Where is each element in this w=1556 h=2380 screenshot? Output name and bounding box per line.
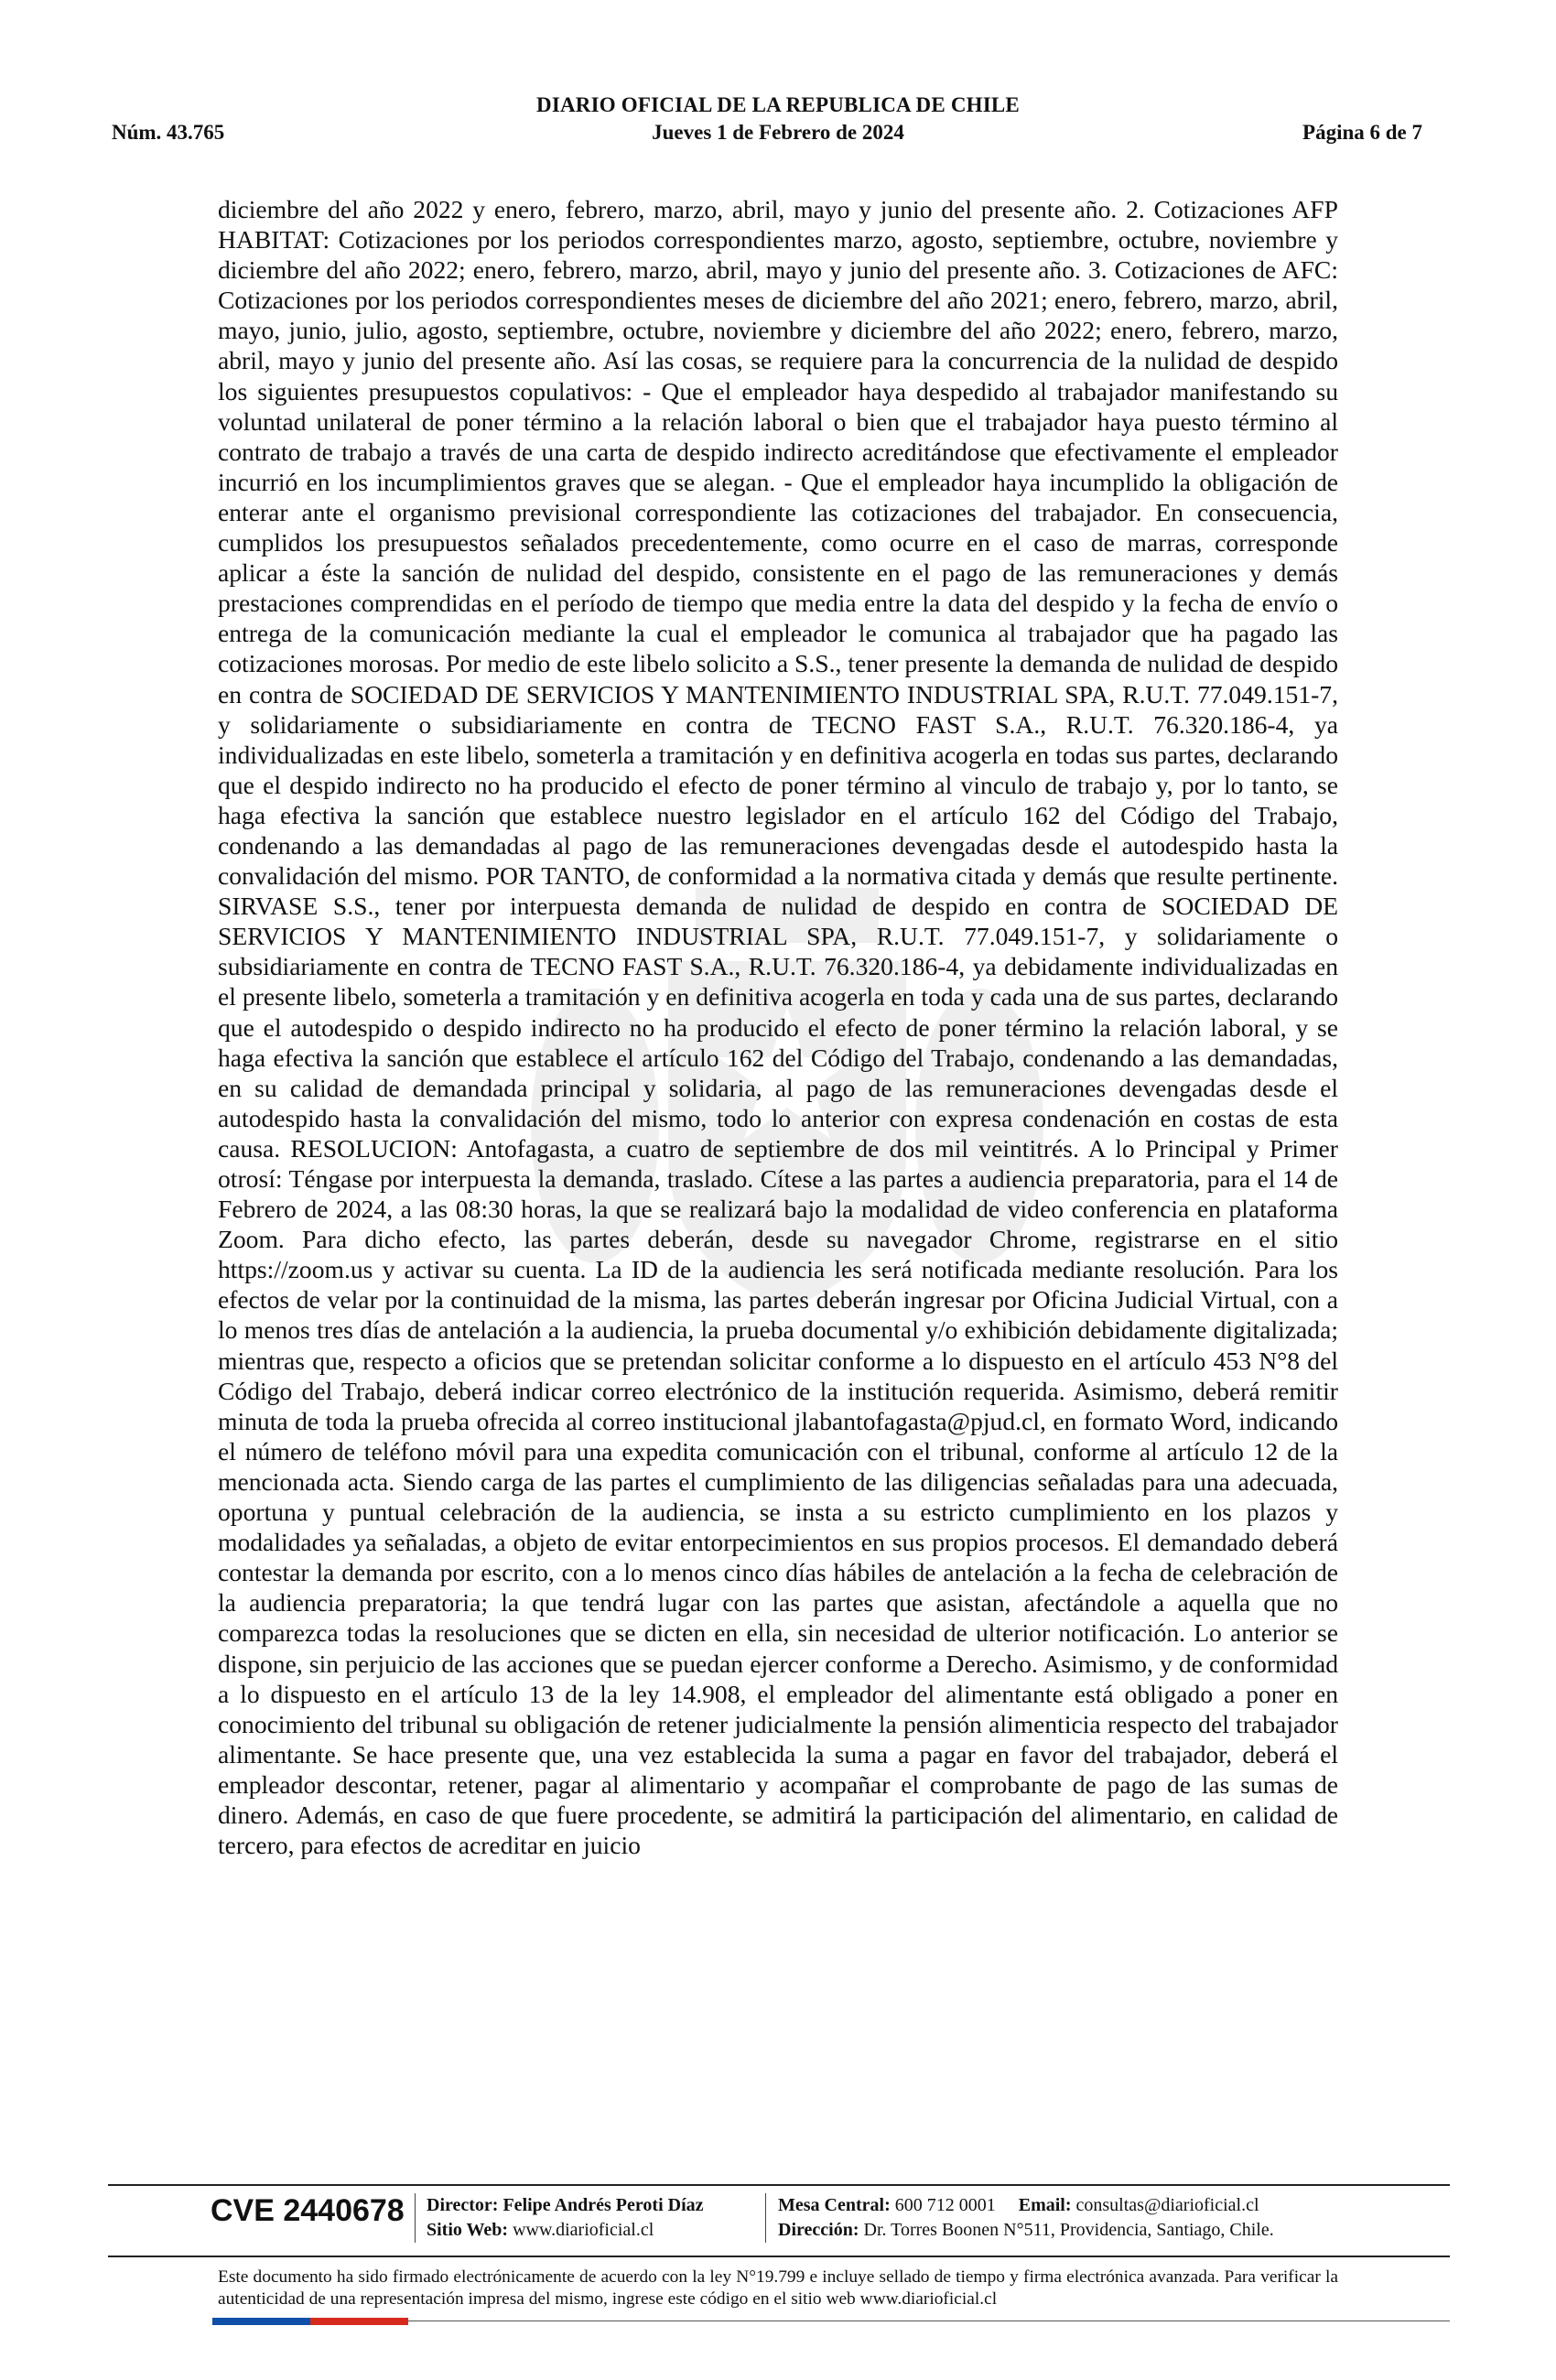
site-link[interactable]: www.diarioficial.cl xyxy=(513,2220,654,2240)
flag-blue-segment xyxy=(212,2318,310,2325)
body-text: diciembre del año 2022 y enero, febrero, marzo, abril, mayo y junio del presente año. 2. Cotizaciones AFP HABITAT: Cotizaciones por los periodos correspondientes marzo, agosto, septiembre, octubre, noviembre y diciembre del año 2022; enero, febrero, marzo, abril, mayo y junio del presente año. 3. Cotizaciones de AFC: Cotizaciones por los periodos correspondientes meses de diciembre del año 2021; enero, febrero, marzo, abril, mayo, junio, julio, agosto, septiembre, octubre, noviembre y diciembre del año 2022; enero, febrero, marzo, abril, mayo y junio del presente año. Así las cosas, se requiere para la concurrencia de la nulidad de despido los siguientes presupuestos copulativos: - Que el empleador haya despedido al trabajador manifestando su voluntad unilateral de poner término a la relación laboral o bien que el trabajador haya puesto término al contrato de trabajo a través de una carta de despido indirecto acreditándose que efectivamente el empleador incurrió en los incumplimientos graves que se alegan. - Que el empleador haya incumplido la obligación de enterar ante el organismo previsional correspondiente las cotizaciones del trabajador. En consecuencia, cumplidos los presupuestos señalados precedentemente, como ocurre en el caso de marras, corresponde aplicar a éste la sanción de nulidad del despido, consistente en el pago de las remuneraciones y demás prestaciones comprendidas en el período de tiempo que media entre la data del despido y la fecha de envío o entrega de la comunicación mediante la cual el empleador le comunica al trabajador que ha pagado las cotizaciones morosas. Por medio de este libelo solicito a S.S., tener presente la demanda de nulidad de despido en contra de SOCIEDAD DE SERVICIOS Y MANTENIMIENTO INDUSTRIAL SPA, R.U.T. 77.049.151-7, y solidariamente o subsidiariamente en contra de TECNO FAST S.A., R.U.T. 76.320.186-4, ya individualizadas en este libelo, someterla a tramitación y en definitiva acogerla en todas sus partes, declarando que el despido indirecto no ha producido el efecto de poner término al vinculo de trabajo y, por lo tanto, se haga efectiva la sanción que establece nuestro legislador en el artículo 162 del Código del Trabajo, condenando a las demandadas al pago de las remuneraciones devengadas desde el autodespido hasta la convalidación del mismo. POR TANTO, de conformidad a la normativa citada y demás que resulte pertinente. SIRVASE S.S., tener por interpuesta demanda de nulidad de despido en contra de SOCIEDAD DE SERVICIOS Y MANTENIMIENTO INDUSTRIAL SPA, R.U.T. 77.049.151-7, y solidariamente o subsidiariamente en contra de TECNO FAST S.A., R.U.T. 76.320.186-4, ya debidamente individualizadas en el presente libelo, someterla a tramitación y en definitiva acogerla en toda y cada una de sus partes, declarando que el autodespido o despido indirecto no ha producido el efecto de poner término la relación laboral, y se haga efectiva la sanción que establece el artículo 162 del Código del Trabajo, condenando a las demandadas, en su calidad de demandada principal y solidaria, al pago de las remuneraciones devengadas desde el autodespido hasta la convalidación del mismo, todo lo anterior con expresa condenación en costas de esta causa. RESOLUCION: Antofagasta, a cuatro de septiembre de dos mil veintitrés. A lo Principal y Primer otrosí: Téngase por interpuesta la demanda, traslado. Cítese a las partes a audiencia preparatoria, para el 14 de Febrero de 2024, a las 08:30 horas, la que se realizará bajo la modalidad de video conferencia en plataforma Zoom. Para dicho efecto, las partes deberán, desde su navegador Chrome, registrarse en el sitio https://zoom.us y activar su cuenta. La ID de la audiencia les será notificada mediante resolución. Para los efectos de velar por la continuidad de la misma, las partes deberán ingresar por Oficina Judicial Virtual, con a lo menos tres días de antelación a la audiencia, la prueba documental y/o exhibición debidamente digitalizada; mientras que, respecto a oficios que se pretendan solicitar conforme a lo dispuesto en el artículo 453 N°8 del Código del Trabajo, deberá indicar correo electrónico de la institución requerida. Asimismo, deberá remitir minuta de toda la prueba ofrecida al correo institucional jlabantofagasta@pjud.cl, en formato Word, indicando el número de teléfono móvil para una expedita comunicación con el tribunal, conforme al artículo 12 de la mencionada acta. Siendo carga de las partes el cumplimiento de las diligencias señaladas para una adecuada, oportuna y puntual celebración de la audiencia, se insta a su estricto cumplimiento en los plazos y modalidades ya señaladas, a objeto de evitar entorpecimientos en sus propios procesos. El demandado deberá contestar la demanda por escrito, con a lo menos cinco días hábiles de antelación a la fecha de celebración de la audiencia preparatoria; la que tendrá lugar con las partes que asistan, afectándole a aquella que no comparezca todas la resoluciones que se dicten en ella, sin necesidad de ulterior notificación. Lo anterior se dispone, sin perjuicio de las acciones que se puedan ejercer conforme a Derecho. Asimismo, y de conformidad a lo dispuesto en el artículo 13 de la ley 14.908, el empleador del alimentante está obligado a poner en conocimiento del tribunal su obligación de retener judicialmente la pensión alimenticia respecto del trabajador alimentante. Se hace presente que, una vez establecida la suma a pagar en favor del trabajador, deberá el empleador descontar, retener, pagar al alimentario y acompañar el comprobante de pago de las sumas de dinero. Además, en caso de que fuere procedente, se admitirá la participación del alimentario, en calidad de tercero, para efectos de acreditar en juicio xyxy=(218,195,1338,1860)
cve-code: CVE 2440678 xyxy=(211,2193,405,2228)
page-header xyxy=(0,93,1556,157)
address-label: Dirección: xyxy=(778,2220,859,2240)
site-label: Sitio Web: xyxy=(427,2220,509,2240)
address-text: Dr. Torres Boonen N°511, Providencia, Santiago, Chile. xyxy=(863,2220,1274,2240)
footer-director-block xyxy=(427,2193,704,2243)
email-label: Email: xyxy=(1018,2195,1072,2215)
issue-date: Jueves 1 de Febrero de 2024 xyxy=(652,121,904,144)
flag-red-segment xyxy=(310,2318,408,2325)
footer-divider-bottom xyxy=(108,2256,1450,2257)
publication-title: DIARIO OFICIAL DE LA REPUBLICA DE CHILE xyxy=(536,93,1020,116)
footer-divider-top xyxy=(108,2184,1450,2186)
issue-number: Núm. 43.765 xyxy=(112,121,225,144)
mesa-phone: 600 712 0001 xyxy=(894,2195,996,2215)
flag-color-bar xyxy=(212,2318,408,2325)
bottom-rule xyxy=(408,2320,1450,2321)
footer-contact-block xyxy=(778,2193,1274,2243)
footer-separator xyxy=(765,2193,766,2243)
signature-note: Este documento ha sido firmado electrónicamente de acuerdo con la ley N°19.799 e incluye sellado de tiempo y firma electrónica avanzada. Para verificar la autenticidad de una representación impresa del mismo, ingrese este código en el sitio web www.diarioficial.cl xyxy=(218,2267,1338,2309)
director-label: Director: xyxy=(427,2195,499,2215)
footer-separator xyxy=(415,2193,416,2243)
mesa-label: Mesa Central: xyxy=(778,2195,891,2215)
page-number: Página 6 de 7 xyxy=(1302,121,1422,144)
director-name: Felipe Andrés Peroti Díaz xyxy=(502,2195,704,2215)
email-link[interactable]: consultas@diarioficial.cl xyxy=(1075,2195,1259,2215)
